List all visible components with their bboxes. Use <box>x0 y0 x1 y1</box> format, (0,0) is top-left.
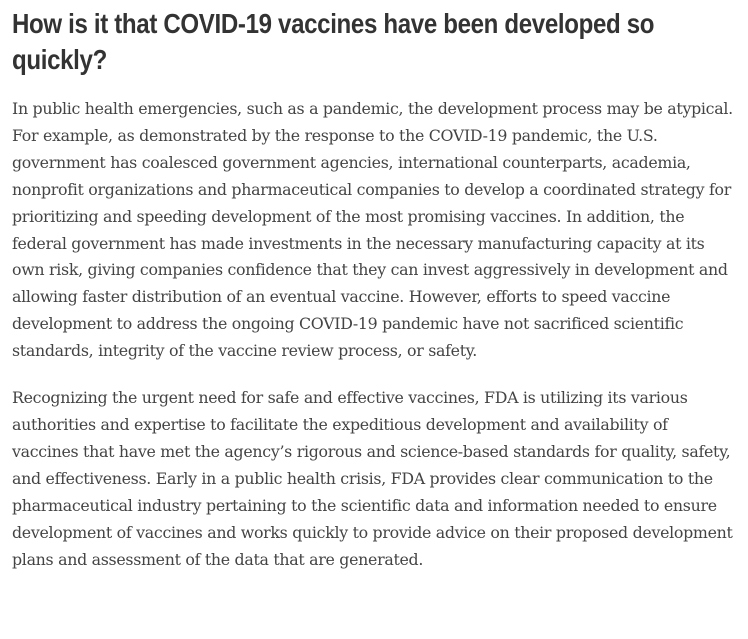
body-paragraph-fda-role: Recognizing the urgent need for safe and effective vaccines, FDA is utilizing its various authorities and expertise to facilitate the expeditious development and availability of vaccines that have met the agency’s rigorous and science-based standards for quality, safety, and effectiveness. Early in a public health crisis, FDA provides clear communication to the pharmaceutical industry pertaining to the scientific data and information needed to ensure development of vaccines and works quickly to provide advice on their proposed development plans and assessment of the data that are generated. <box>12 388 733 569</box>
body-paragraph-development-process: In public health emergencies, such as a pandemic, the development process may be atypical. For example, as demonstrated by the response to the COVID-19 pandemic, the U.S. government has coalesced government agencies, international counterparts, academia, nonprofit organizations and pharmaceutical companies to develop a coordinated strategy for prioritizing and speeding development of the most promising vaccines. In addition, the federal government has made investments in the necessary manufacturing capacity at its own risk, giving companies confidence that they can invest aggressively in development and allowing faster distribution of an eventual vaccine. However, efforts to speed vaccine development to address the ongoing COVID-19 pandemic have not sacrificed scientific standards, integrity of the vaccine review process, or safety. <box>12 99 733 361</box>
page-title: How is it that COVID-19 vaccines have been developed so quickly? <box>12 8 655 75</box>
article <box>12 6 734 573</box>
